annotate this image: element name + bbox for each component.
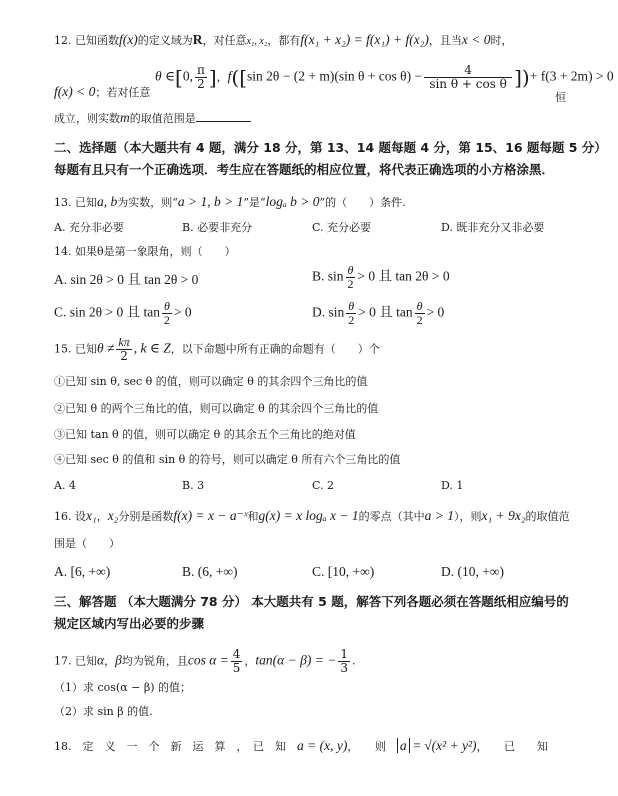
q14-option-d: D. sin $\frac{\theta}{2}$ > 0 且 tan $\frac{\theta}{2}$ > 0 (312, 299, 445, 327)
q17-part-2: （2）求 sin β 的值. (54, 705, 153, 718)
q14-option-c: C. sin 2θ > 0 且 tan $\frac{\theta}{2}$ > 0 (54, 299, 192, 327)
q16-option-c: C. [10, +∞) (312, 564, 375, 579)
q16-stem: 16. 设x₁，x₂分别是函数f(x) = x − a⁻ˣ和g(x) = x logₐ x − 1的零点（其中a > 1），则x₁ + 9x₂的取值范 (54, 508, 570, 523)
q15-item-1: ①已知 sin θ, sec θ 的值，则可以确定 θ 的其余四个三角比的值 (54, 375, 368, 388)
q15-option-c: C. 2 (312, 479, 335, 492)
q16-option-a: A. [6, +∞) (54, 564, 111, 579)
q13-stem: 13. 已知a, b为实数，则“a > 1, b > 1”是“logₐ b > 0”的（ ）条件. (54, 194, 406, 209)
answer-blank (196, 111, 251, 122)
q12-line2: θ ∈[0, $\frac{\pi}{2}$ ]，f([sin 2θ − (2 + m)(sin θ + cos θ) − $\frac{4}{\text{sin θ + cos θ}}$ ])+ f(3 + 2m) > 0 (155, 63, 614, 91)
q17-stem: 17. 已知α，β均为锐角，且cos α = $\frac{4}{5}$ ，tan(α − β) = − $\frac{1}{3}$ . (54, 647, 356, 675)
q13-option-b: B. 必要非充分 (182, 221, 253, 234)
q13-option-d: D. 既非充分又非必要 (441, 221, 545, 234)
q16-stem-line2: 围是（ ） (54, 537, 120, 550)
section2-desc: 每题有且只有一个正确选项．考生应在答题纸的相应位置，将代表正确选项的小方格涂黑． (54, 162, 555, 177)
q12-heng: 恒 (555, 91, 566, 104)
q16-option-b: B. (6, +∞) (182, 564, 238, 579)
section2-title: 二、选择题（本大题共有 4 题，满分 18 分，第 13、14 题每题 4 分，第 15、16 题每题 5 分） (54, 140, 607, 155)
q15-option-a: A. 4 (54, 479, 76, 492)
q18-stem: 18. 定 义 一 个 新 运 算 ， 已 知 a = (x, y)， 则 a = √(x² + y²)， 已 知 (54, 738, 549, 753)
section3-title: 三、解答题 （本大题满分 78 分） 本大题共有 5 题，解答下列各题必须在答题纸相应编号的 (54, 594, 569, 609)
section3-title-line2: 规定区域内写出必要的步骤 (54, 616, 205, 631)
q15-item-4: ④已知 sec θ 的值和 sin θ 的符号，则可以确定 θ 所有六个三角比的值 (54, 453, 401, 466)
q14-option-b: B. sin $\frac{\theta}{2}$ > 0 且 tan 2θ > 0 (312, 263, 450, 291)
q12-line3: f(x) < 0；若对任意 (54, 84, 151, 99)
q12-line4: 成立，则实数m的取值范围是 (54, 110, 251, 127)
q15-item-3: ③已知 tan θ 的值，则可以确定 θ 的其余五个三角比的绝对值 (54, 428, 356, 441)
q15-option-d: D. 1 (441, 479, 464, 492)
q15-option-b: B. 3 (182, 479, 205, 492)
q14-stem: 14. 如果θ是第一象限角，则（ ） (54, 245, 236, 258)
q14-option-a: A. sin 2θ > 0 且 tan 2θ > 0 (54, 272, 199, 287)
q13-option-c: C. 充分必要 (312, 221, 372, 234)
q15-stem: 15. 已知θ ≠ $\frac{k\pi}{2}$ , k ∈ Z，以下命题中所有正确的命题有（ ）个 (54, 335, 380, 363)
q13-option-a: A. 充分非必要 (54, 221, 124, 234)
q15-item-2: ②已知 θ 的两个三角比的值，则可以确定 θ 的其余四个三角比的值 (54, 402, 379, 415)
q12-line1: 12. 已知函数f(x)的定义域为R，对任意x₁, x₂，都有f(x₁ + x₂) = f(x₁) + f(x₂)，且当x < 0时， (54, 32, 513, 47)
q16-option-d: D. (10, +∞) (441, 564, 504, 579)
q17-part-1: （1）求 cos(α − β) 的值； (54, 681, 192, 694)
